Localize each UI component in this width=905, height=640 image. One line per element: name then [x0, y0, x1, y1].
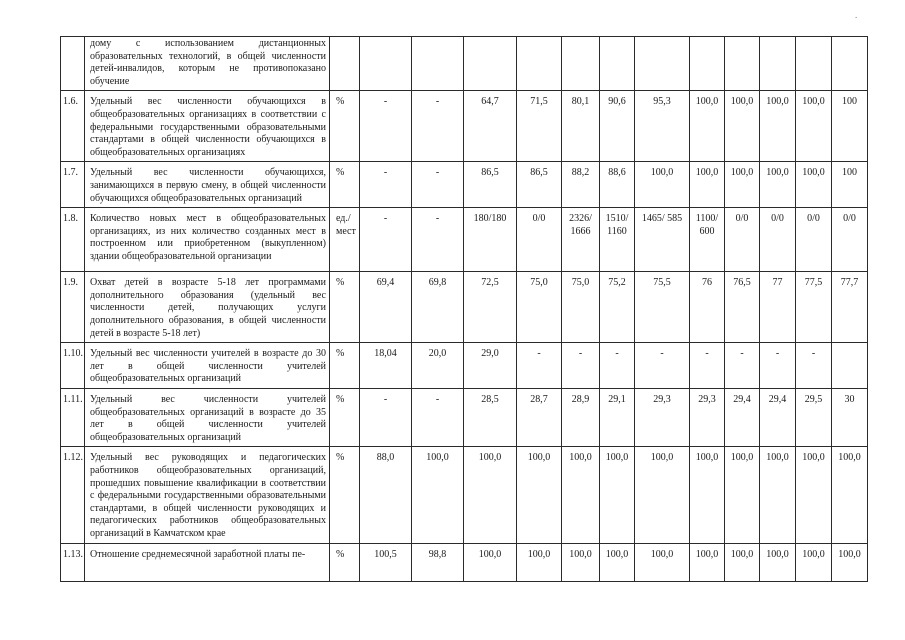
value-cell: 98,8	[412, 543, 464, 581]
value-cell: 1465/ 585	[635, 208, 690, 272]
value-cell: -	[600, 343, 635, 389]
unit-cell: %	[330, 343, 360, 389]
value-cell: -	[360, 389, 412, 447]
value-cell: 100,0	[796, 543, 832, 581]
value-cell: 100,0	[832, 447, 868, 543]
table-row	[61, 37, 868, 91]
value-cell: 90,6	[600, 91, 635, 162]
table-body	[61, 37, 868, 582]
table-row	[61, 389, 868, 447]
indicator-text: Удельный вес численности обучающихся, занимающихся в первую смену, в общей численности обучающихся общеобразовательных организаций	[85, 162, 330, 208]
indicator-text: Удельный вес численности обучающихся в общеобразовательных организациях в соответствии с федеральными государственными образовательными стандартами в общей численности обучающихся в общеобразовательных организациях	[85, 91, 330, 162]
value-cell	[562, 37, 600, 91]
value-cell	[725, 37, 760, 91]
table-row	[61, 343, 868, 389]
value-cell: 100,0	[635, 162, 690, 208]
value-cell	[832, 343, 868, 389]
value-cell: 100,0	[690, 91, 725, 162]
value-cell: 100	[832, 91, 868, 162]
value-cell: 100,0	[725, 91, 760, 162]
document-sheet	[60, 36, 868, 582]
value-cell: 100,0	[796, 162, 832, 208]
indicator-text: Удельный вес численности учителей общеобразовательных организаций в возрасте до 35 лет в общей численности учителей общеобразовательных организаций	[85, 389, 330, 447]
value-cell: -	[412, 162, 464, 208]
value-cell: 0/0	[832, 208, 868, 272]
value-cell: 100,0	[725, 162, 760, 208]
value-cell: -	[412, 389, 464, 447]
table-row	[61, 543, 868, 581]
value-cell: 100,0	[690, 543, 725, 581]
value-cell	[635, 37, 690, 91]
table-row	[61, 162, 868, 208]
value-cell: 1100/ 600	[690, 208, 725, 272]
value-cell: 88,2	[562, 162, 600, 208]
value-cell: 29,5	[796, 389, 832, 447]
value-cell: 77,5	[796, 272, 832, 343]
value-cell: 100,0	[690, 447, 725, 543]
value-cell: 100,0	[760, 447, 796, 543]
value-cell	[360, 37, 412, 91]
row-number: 1.9.	[61, 272, 85, 343]
row-number: 1.7.	[61, 162, 85, 208]
value-cell: 100,5	[360, 543, 412, 581]
value-cell: 2326/ 1666	[562, 208, 600, 272]
value-cell: 100,0	[635, 447, 690, 543]
value-cell: 88,0	[360, 447, 412, 543]
value-cell: 0/0	[760, 208, 796, 272]
unit-cell	[330, 37, 360, 91]
value-cell: -	[760, 343, 796, 389]
value-cell: -	[360, 208, 412, 272]
row-number: 1.6.	[61, 91, 85, 162]
value-cell: 29,1	[600, 389, 635, 447]
indicator-text: Количество новых мест в общеобразовательных организациях, из них количество созданных мест в построенном или приобретенном (выкупленном) здании общеобразовательной организации	[85, 208, 330, 272]
value-cell: 100,0	[464, 447, 517, 543]
value-cell: 71,5	[517, 91, 562, 162]
value-cell: 100,0	[725, 543, 760, 581]
value-cell: 100,0	[796, 91, 832, 162]
value-cell: 88,6	[600, 162, 635, 208]
value-cell: 100	[832, 162, 868, 208]
unit-cell: %	[330, 91, 360, 162]
value-cell: 77,7	[832, 272, 868, 343]
value-cell: 1510/ 1160	[600, 208, 635, 272]
value-cell: 100,0	[832, 543, 868, 581]
value-cell	[690, 37, 725, 91]
value-cell: 76	[690, 272, 725, 343]
value-cell: -	[725, 343, 760, 389]
value-cell: 29,3	[635, 389, 690, 447]
value-cell: 100,0	[562, 543, 600, 581]
value-cell: 100,0	[725, 447, 760, 543]
value-cell: 72,5	[464, 272, 517, 343]
row-number: 1.12.	[61, 447, 85, 543]
value-cell: 80,1	[562, 91, 600, 162]
value-cell: 100,0	[517, 543, 562, 581]
value-cell	[517, 37, 562, 91]
value-cell: 100,0	[760, 91, 796, 162]
value-cell: -	[412, 208, 464, 272]
value-cell: 86,5	[464, 162, 517, 208]
value-cell: -	[412, 91, 464, 162]
value-cell: 29,4	[760, 389, 796, 447]
value-cell: 100,0	[562, 447, 600, 543]
value-cell: 75,5	[635, 272, 690, 343]
value-cell: 29,4	[725, 389, 760, 447]
value-cell: 29,0	[464, 343, 517, 389]
value-cell: 75,0	[562, 272, 600, 343]
value-cell: 28,9	[562, 389, 600, 447]
value-cell: 18,04	[360, 343, 412, 389]
row-number: 1.11.	[61, 389, 85, 447]
value-cell: 75,2	[600, 272, 635, 343]
indicator-text: Охват детей в возрасте 5-18 лет программами дополнительного образования (удельный вес численности детей, получающих услуги дополнительного образования, в общей численности детей в возрасте 5-18 лет)	[85, 272, 330, 343]
value-cell: -	[635, 343, 690, 389]
value-cell: 20,0	[412, 343, 464, 389]
row-number: 1.13.	[61, 543, 85, 581]
value-cell: 30	[832, 389, 868, 447]
value-cell	[796, 37, 832, 91]
row-number: 1.10.	[61, 343, 85, 389]
row-number: 1.8.	[61, 208, 85, 272]
value-cell: 100,0	[412, 447, 464, 543]
table-row	[61, 272, 868, 343]
value-cell: 86,5	[517, 162, 562, 208]
value-cell: -	[360, 91, 412, 162]
indicator-text: Удельный вес численности учителей в возрасте до 30 лет в общей численности учителей общеобразовательных организаций	[85, 343, 330, 389]
value-cell: 100,0	[517, 447, 562, 543]
value-cell: 64,7	[464, 91, 517, 162]
unit-cell: %	[330, 162, 360, 208]
value-cell: 75,0	[517, 272, 562, 343]
value-cell: 0/0	[517, 208, 562, 272]
value-cell: 29,3	[690, 389, 725, 447]
value-cell: 77	[760, 272, 796, 343]
value-cell: -	[517, 343, 562, 389]
value-cell: -	[360, 162, 412, 208]
value-cell: -	[562, 343, 600, 389]
value-cell: -	[690, 343, 725, 389]
indicators-table	[60, 36, 868, 582]
value-cell: 100,0	[690, 162, 725, 208]
value-cell: 100,0	[760, 543, 796, 581]
value-cell	[412, 37, 464, 91]
value-cell: 100,0	[600, 447, 635, 543]
value-cell: 100,0	[600, 543, 635, 581]
indicator-text: Отношение среднемесячной заработной платы пе-	[85, 543, 330, 581]
unit-cell: %	[330, 272, 360, 343]
value-cell: 100,0	[464, 543, 517, 581]
value-cell: 28,7	[517, 389, 562, 447]
unit-cell: ед./мест	[330, 208, 360, 272]
value-cell: 100,0	[635, 543, 690, 581]
indicator-text: Удельный вес руководящих и педагогических работников общеобразовательных организаций, прошедших повышение квалификации в соответствии с федеральными государственными образовательными стандартами, в общей численности руководящих и педагогических работников общеобразовательных организаций в Камчатском крае	[85, 447, 330, 543]
table-row	[61, 208, 868, 272]
value-cell	[760, 37, 796, 91]
indicator-text: дому с использованием дистанционных образовательных технологий, в общей численности детей-инвалидов, которым не противопоказано обучение	[85, 37, 330, 91]
value-cell	[464, 37, 517, 91]
value-cell: 95,3	[635, 91, 690, 162]
unit-cell: %	[330, 447, 360, 543]
value-cell	[600, 37, 635, 91]
value-cell: -	[796, 343, 832, 389]
table-row	[61, 91, 868, 162]
scan-mark: .	[855, 10, 858, 20]
value-cell: 180/180	[464, 208, 517, 272]
value-cell: 100,0	[796, 447, 832, 543]
row-number	[61, 37, 85, 91]
value-cell: 76,5	[725, 272, 760, 343]
value-cell: 69,4	[360, 272, 412, 343]
value-cell: 100,0	[760, 162, 796, 208]
unit-cell: %	[330, 389, 360, 447]
value-cell: 28,5	[464, 389, 517, 447]
table-row	[61, 447, 868, 543]
value-cell: 0/0	[796, 208, 832, 272]
value-cell	[832, 37, 868, 91]
unit-cell: %	[330, 543, 360, 581]
value-cell: 69,8	[412, 272, 464, 343]
value-cell: 0/0	[725, 208, 760, 272]
